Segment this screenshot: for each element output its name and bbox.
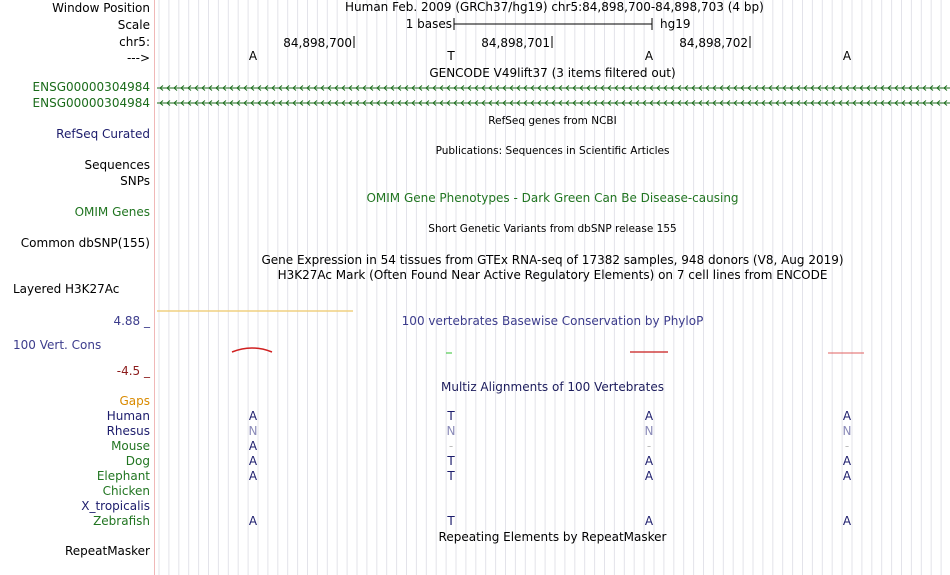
refseq-label[interactable]: RefSeq Curated — [56, 127, 150, 141]
sequences-label[interactable]: Sequences — [84, 158, 150, 172]
alignment-base: A — [644, 469, 654, 483]
species-label: Human — [106, 409, 150, 423]
cons-min-label: -4.5 _ — [116, 364, 150, 378]
alignment-base: A — [248, 514, 258, 528]
cons-max-label: 4.88 _ — [113, 314, 150, 328]
alignment-base: T — [447, 454, 455, 468]
h3k27-label[interactable]: Layered H3K27Ac — [13, 282, 120, 296]
multiz-track-title: Multiz Alignments of 100 Vertebrates — [440, 380, 665, 394]
species-label: Rhesus — [106, 424, 150, 438]
snps-label[interactable]: SNPs — [120, 174, 150, 188]
alignment-base: N — [644, 424, 654, 438]
alignment-base: N — [446, 424, 456, 438]
omim-track-title: OMIM Gene Phenotypes - Dark Green Can Be Disease-causing — [366, 191, 739, 205]
cons-track-title: 100 vertebrates Basewise Conservation by PhyloP — [401, 314, 704, 328]
alignment-base: A — [248, 469, 258, 483]
alignment-base: - — [448, 439, 454, 453]
tick-label-3: 84,898,702 — [679, 36, 748, 50]
alignment-base: T — [447, 514, 455, 528]
reference-base: A — [842, 49, 852, 63]
cons-label[interactable]: 100 Vert. Cons — [13, 338, 102, 352]
gtex-track-title: Gene Expression in 54 tissues from GTEx RNA-seq of 17382 samples, 948 donors (V8, Aug 2019) — [261, 253, 844, 267]
window-position-text: Human Feb. 2009 (GRCh37/hg19) chr5:84,898,700-84,898,703 (4 bp) — [345, 0, 764, 14]
gaps-label: Gaps — [119, 394, 150, 408]
alignment-base: A — [842, 454, 852, 468]
repeat-track-title: Repeating Elements by RepeatMasker — [438, 530, 667, 544]
species-label: Chicken — [102, 484, 150, 498]
alignment-base: N — [248, 424, 258, 438]
alignment-base: A — [842, 514, 852, 528]
chrom-label: chr5: — [119, 35, 150, 49]
gencode-item-1-label[interactable]: ENSG00000304984 — [32, 80, 150, 94]
alignment-base: T — [447, 409, 455, 423]
alignment-base: A — [842, 469, 852, 483]
species-label: Zebrafish — [93, 514, 150, 528]
species-label: Dog — [125, 454, 150, 468]
refseq-track-title: RefSeq genes from NCBI — [488, 115, 617, 127]
alignment-base: A — [644, 409, 654, 423]
alignment-base: - — [844, 439, 850, 453]
reference-base: A — [644, 49, 654, 63]
alignment-base: A — [248, 439, 258, 453]
tick-label-2: 84,898,701 — [481, 36, 550, 50]
reference-base: T — [447, 49, 455, 63]
repeatmasker-label[interactable]: RepeatMasker — [64, 544, 150, 558]
species-label: X_tropicalis — [81, 499, 150, 513]
base-grid — [155, 0, 950, 575]
track-labels — [0, 0, 153, 575]
pubs-track-title: Publications: Sequences in Scientific Articles — [435, 145, 670, 157]
omim-label[interactable]: OMIM Genes — [74, 205, 150, 219]
dbsnp-track-title: Short Genetic Variants from dbSNP release 155 — [428, 223, 677, 235]
window-position-label: Window Position — [52, 1, 150, 15]
strand-label: ---> — [126, 51, 150, 65]
alignment-base: A — [644, 454, 654, 468]
alignment-base: A — [248, 454, 258, 468]
scale-left-text: 1 bases — [405, 17, 452, 31]
dbsnp-label[interactable]: Common dbSNP(155) — [20, 236, 150, 250]
gencode-item-2-label[interactable]: ENSG00000304984 — [32, 96, 150, 110]
h3k27-track-title: H3K27Ac Mark (Often Found Near Active Regulatory Elements) on 7 cell lines from ENCODE — [277, 268, 828, 282]
reference-base: A — [248, 49, 258, 63]
alignment-base: - — [646, 439, 652, 453]
alignment-base: A — [644, 514, 654, 528]
alignment-base: A — [248, 409, 258, 423]
species-label: Mouse — [111, 439, 150, 453]
alignment-base: N — [842, 424, 852, 438]
tick-label-1: 84,898,700 — [283, 36, 352, 50]
scale-label: Scale — [117, 18, 150, 32]
gencode-track-title: GENCODE V49lift37 (3 items filtered out) — [429, 66, 676, 80]
alignment-base: T — [447, 469, 455, 483]
alignment-base: A — [842, 409, 852, 423]
species-label: Elephant — [96, 469, 150, 483]
scale-right-text: hg19 — [660, 17, 691, 31]
